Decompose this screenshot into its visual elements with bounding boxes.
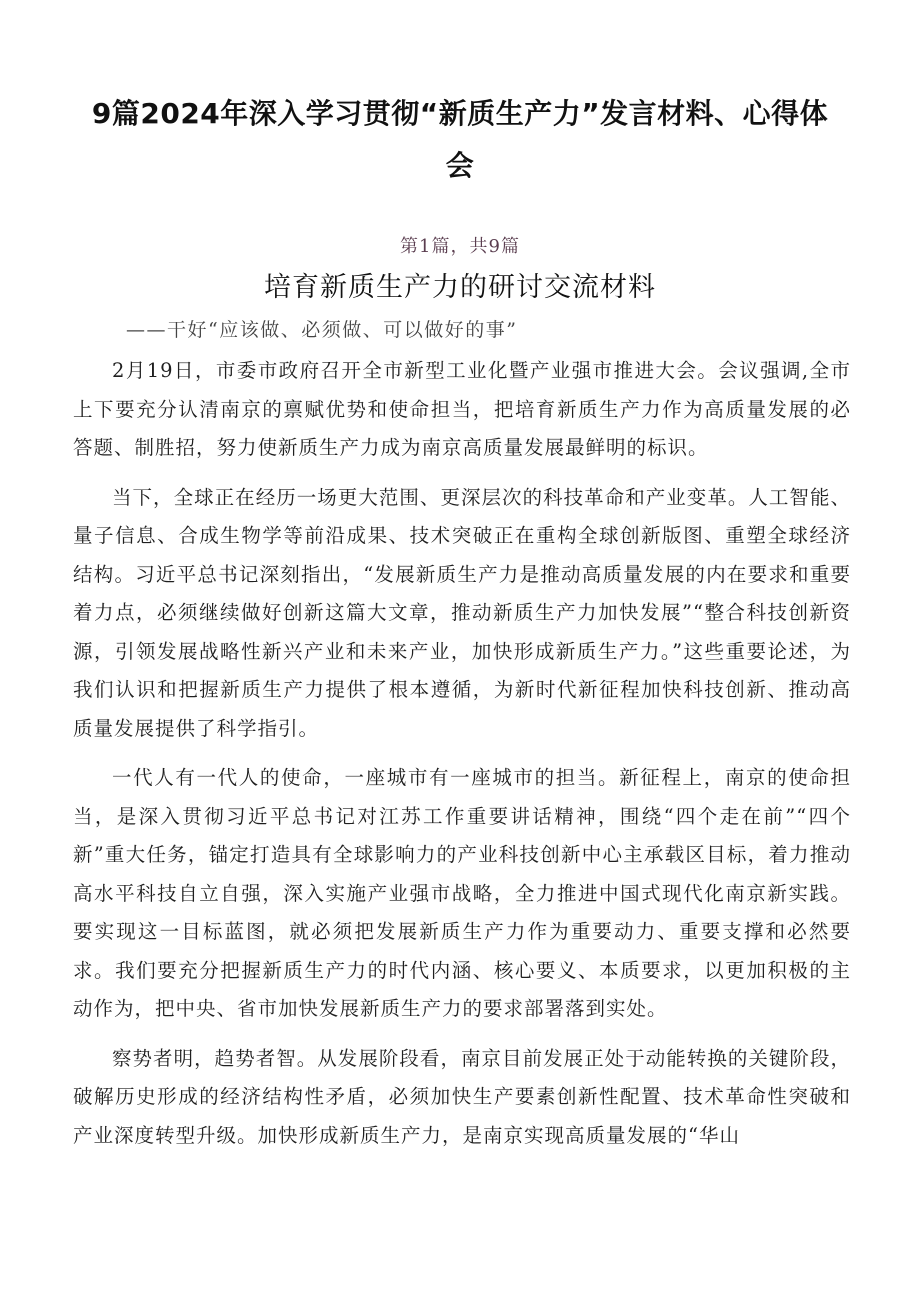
article-title: 培育新质生产力的研讨交流材料 — [264, 272, 656, 303]
document-title: 9篇2024年深入学习贯彻“新质生产力”发言材料、心得体会 — [91, 97, 829, 182]
article-subtitle: ——干好“应该做、必须做、可以做好的事” — [126, 319, 518, 341]
article-body — [73, 352, 851, 1166]
paragraph-4: 察势者明，趋势者智。从发展阶段看，南京目前发展正处于动能转换的关键阶段，破解历史形成的经济结构性矛盾，必须加快生产要素创新性配置、技术革命性突破和产业深度转型升级。加快形成新质生产力，是南京实现高质量发展的“华山 — [73, 1046, 851, 1147]
paragraph-2: 当下，全球正在经历一场更大范围、更深层次的科技革命和产业变革。人工智能、量子信息、合成生物学等前沿成果、技术突破正在重构全球创新版图、重塑全球经济结构。习近平总书记深刻指出，“发展新质生产力是推动高质量发展的内在要求和重要着力点，必须继续做好创新这篇大文章，推动新质生产力加快发展”“整合科技创新资源，引领发展战略性新兴产业和未来产业，加快形成新质生产力。”这些重要论述，为我们认识和把握新质生产力提供了根本遵循，为新时代新征程加快科技创新、推动高质量发展提供了科学指引。 — [73, 485, 851, 740]
part-label: 第1篇，共9篇 — [400, 236, 520, 257]
paragraph-1: 2月19日，市委市政府召开全市新型工业化暨产业强市推进大会。会议强调,全市上下要充分认清南京的禀赋优势和使命担当，把培育新质生产力作为高质量发展的必答题、制胜招，努力使新质生产力成为南京高质量发展最鲜明的标识。 — [73, 359, 851, 459]
paragraph-3: 一代人有一代人的使命，一座城市有一座城市的担当。新征程上，南京的使命担当，是深入贯彻习近平总书记对江苏工作重要讲话精神，围绕“四个走在前”“四个新”重大任务，锚定打造具有全球影响力的产业科技创新中心主承载区目标，着力推动高水平科技自立自强，深入实施产业强市战略，全力推进中国式现代化南京新实践。要实现这一目标蓝图，就必须把发展新质生产力作为重要动力、重要支撑和必然要求。我们要充分把握新质生产力的时代内涵、核心要义、本质要求，以更加积极的主动作为，把中央、省市加快发展新质生产力的要求部署落到实处。 — [73, 766, 851, 1020]
